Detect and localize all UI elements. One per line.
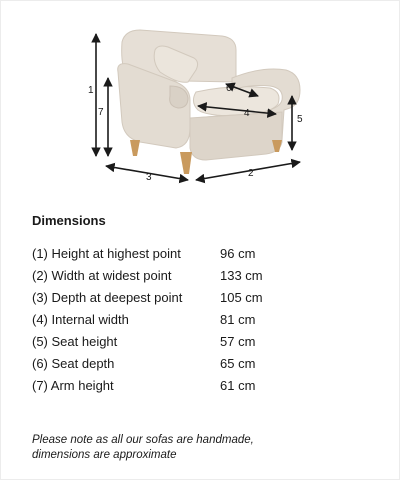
label-4: 4: [244, 108, 250, 119]
dimension-row: [32, 242, 332, 264]
dimension-value: 96 cm: [220, 245, 256, 261]
label-7: 7: [98, 107, 104, 118]
dimension-value: 81 cm: [220, 311, 256, 327]
armchair-illustration: [118, 30, 300, 174]
dimension-value: 57 cm: [220, 333, 256, 349]
dimension-label: (6) Seat depth: [32, 355, 115, 371]
dimension-value: 61 cm: [220, 377, 256, 393]
dimension-row: [32, 264, 332, 286]
dimension-value: 65 cm: [220, 355, 256, 371]
dimension-value: 133 cm: [220, 267, 263, 283]
dimension-row: [32, 374, 332, 396]
label-6: 6: [226, 83, 232, 94]
dimension-label: (2) Width at widest point: [32, 267, 172, 283]
label-5: 5: [297, 114, 303, 125]
dimension-label: (1) Height at highest point: [32, 245, 181, 261]
dimension-row: [32, 330, 332, 352]
dimension-row: [32, 286, 332, 308]
dimension-value: 105 cm: [220, 289, 263, 305]
label-1: 1: [88, 85, 94, 96]
dimension-row: [32, 308, 332, 330]
note-line-1: Please note as all our sofas are handmade,: [32, 434, 254, 446]
dimension-label: (7) Arm height: [32, 377, 114, 393]
label-3: 3: [146, 172, 152, 183]
dimension-label: (5) Seat height: [32, 333, 118, 349]
dimension-label: (4) Internal width: [32, 311, 129, 327]
dimension-row: [32, 352, 332, 374]
label-2: 2: [248, 168, 254, 179]
dimensions-heading: Dimensions: [32, 213, 106, 228]
note-line-2: dimensions are approximate: [32, 449, 177, 461]
dimension-label: (3) Depth at deepest point: [32, 289, 183, 305]
dimensions-table: [32, 242, 332, 396]
armchair-dimension-diagram: [0, 0, 400, 200]
handmade-note: [32, 433, 362, 463]
